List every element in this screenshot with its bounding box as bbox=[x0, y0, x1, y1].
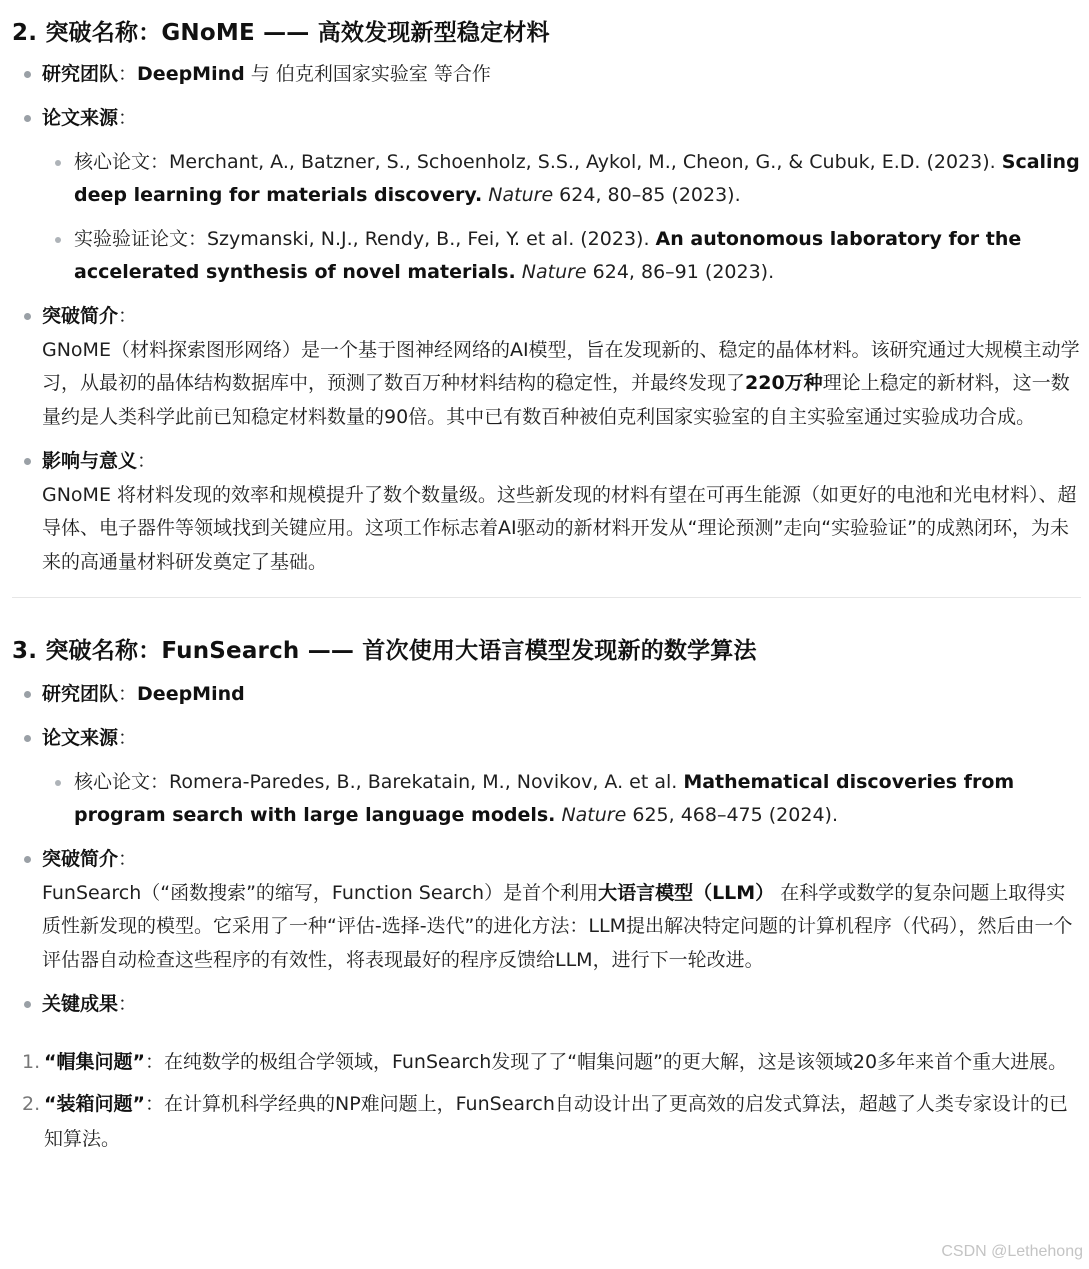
team-item bbox=[12, 58, 1081, 91]
intro-text: 理论上稳定的新材料，这一数量约是人类科学此前已知稳定材料数量的90倍。其中已有数百种被伯克利国家实验室的自主实验室通过实验成功合成。 bbox=[42, 372, 1070, 428]
result-item bbox=[12, 1087, 1081, 1157]
intro-highlight: 大语言模型（LLM） bbox=[598, 881, 775, 904]
intro-item bbox=[12, 843, 1081, 977]
result-title: “帽集问题” bbox=[44, 1051, 145, 1073]
source-label: 论文来源 bbox=[42, 727, 119, 749]
team-colon: ： bbox=[118, 63, 138, 85]
intro-colon: ： bbox=[118, 848, 138, 870]
source-item bbox=[12, 102, 1081, 289]
team-item bbox=[12, 678, 1081, 711]
result-text: ：在计算机科学经典的NP难问题上，FunSearch自动设计出了更高效的启发式算法，超越了人类专家设计的已知算法。 bbox=[44, 1093, 1068, 1150]
result-text: ：在纯数学的极组合学领域，FunSearch发现了了“帽集问题”的更大解，这是该领域20多年来首个重大进展。 bbox=[144, 1051, 1068, 1073]
result-item bbox=[12, 1045, 1081, 1080]
paper-list bbox=[42, 146, 1081, 289]
impact-label: 影响与意义 bbox=[42, 450, 138, 472]
section-2-list bbox=[12, 58, 1081, 579]
source-colon: ： bbox=[118, 107, 138, 129]
source-colon: ： bbox=[118, 727, 138, 749]
intro-highlight: 220万种 bbox=[745, 372, 823, 394]
result-number: 2. bbox=[22, 1093, 41, 1115]
impact-colon: ： bbox=[137, 450, 157, 472]
intro-label: 突破简介 bbox=[42, 848, 119, 870]
citation-volume: 624, 86–91 (2023). bbox=[586, 261, 775, 283]
citation-title: Scaling deep learning for materials discovery. bbox=[74, 151, 1080, 206]
citation-authors: 实验验证论文：Szymanski, N.J., Rendy, B., Fei, Y. et al. (2023). bbox=[74, 228, 656, 250]
citation-journal: Nature bbox=[561, 804, 627, 826]
team-colon: ： bbox=[118, 683, 138, 705]
team-name: DeepMind bbox=[137, 683, 245, 705]
team-label: 研究团队 bbox=[42, 683, 119, 705]
citation-authors: 核心论文：Romera-Paredes, B., Barekatain, M., Novikov, A. et al. bbox=[74, 771, 684, 793]
team-partners: 与 伯克利国家实验室 等合作 bbox=[244, 63, 491, 85]
section-2-heading: 2. 突破名称：GNoME —— 高效发现新型稳定材料 bbox=[12, 20, 550, 46]
paper-citation bbox=[42, 766, 1081, 832]
results-list bbox=[12, 1045, 1081, 1157]
section-3-heading: 3. 突破名称：FunSearch —— 首次使用大语言模型发现新的数学算法 bbox=[12, 638, 757, 664]
result-number: 1. bbox=[22, 1051, 41, 1073]
section-divider bbox=[12, 597, 1081, 598]
team-name: DeepMind bbox=[137, 63, 245, 85]
citation-title: An autonomous laboratory for the accelerated synthesis of novel materials. bbox=[74, 228, 1022, 283]
intro-text: GNoME（材料探索图形网络）是一个基于图神经网络的AI模型，旨在发现新的、稳定的晶体材料。该研究通过大规模主动学习，从最初的晶体结构数据库中，预测了数百万种材料结构的稳定性，并最终发现了 bbox=[42, 338, 1080, 394]
impact-item bbox=[12, 445, 1081, 579]
source-item bbox=[12, 722, 1081, 832]
citation-volume: 624, 80–85 (2023). bbox=[553, 184, 741, 206]
citation-authors: 核心论文：Merchant, A., Batzner, S., Schoenholz, S.S., Aykol, M., Cheon, G., & Cubuk, E.D. (2023). bbox=[74, 151, 1002, 173]
citation-title: Mathematical discoveries from program search with large language models. bbox=[74, 771, 1015, 826]
intro-text: 在科学或数学的复杂问题上取得实质性新发现的模型。它采用了一种“评估-选择-迭代”的进化方法：LLM提出解决特定问题的计算机程序（代码），然后由一个评估器自动检查这些程序的有效性，将表现最好的程序反馈给LLM，进行下一轮改进。 bbox=[42, 881, 1073, 971]
impact-text: GNoME 将材料发现的效率和规模提升了数个数量级。这些新发现的材料有望在可再生能源（如更好的电池和光电材料）、超导体、电子器件等领域找到关键应用。这项工作标志着AI驱动的新材料开发从“理论预测”走向“实验验证”的成熟闭环，为未来的高通量材料研发奠定了基础。 bbox=[42, 483, 1077, 573]
citation-journal: Nature bbox=[488, 184, 554, 206]
intro-text: FunSearch（“函数搜索”的缩写，Function Search）是首个利用 bbox=[42, 881, 599, 904]
intro-label: 突破简介 bbox=[42, 305, 119, 327]
results-item bbox=[12, 988, 1081, 1021]
watermark: CSDN @Lethehong bbox=[941, 1243, 1083, 1260]
results-label: 关键成果 bbox=[42, 993, 119, 1015]
paper-list bbox=[42, 766, 1081, 832]
paper-citation bbox=[42, 146, 1081, 212]
citation-journal: Nature bbox=[521, 261, 587, 283]
citation-volume: 625, 468–475 (2024). bbox=[626, 804, 838, 826]
paper-citation bbox=[42, 223, 1081, 289]
team-label: 研究团队 bbox=[42, 63, 119, 85]
result-title: “装箱问题” bbox=[44, 1093, 145, 1115]
results-colon: ： bbox=[118, 993, 138, 1015]
intro-colon: ： bbox=[118, 305, 138, 327]
section-3-list bbox=[12, 678, 1081, 1021]
source-label: 论文来源 bbox=[42, 107, 119, 129]
intro-item bbox=[12, 300, 1081, 434]
